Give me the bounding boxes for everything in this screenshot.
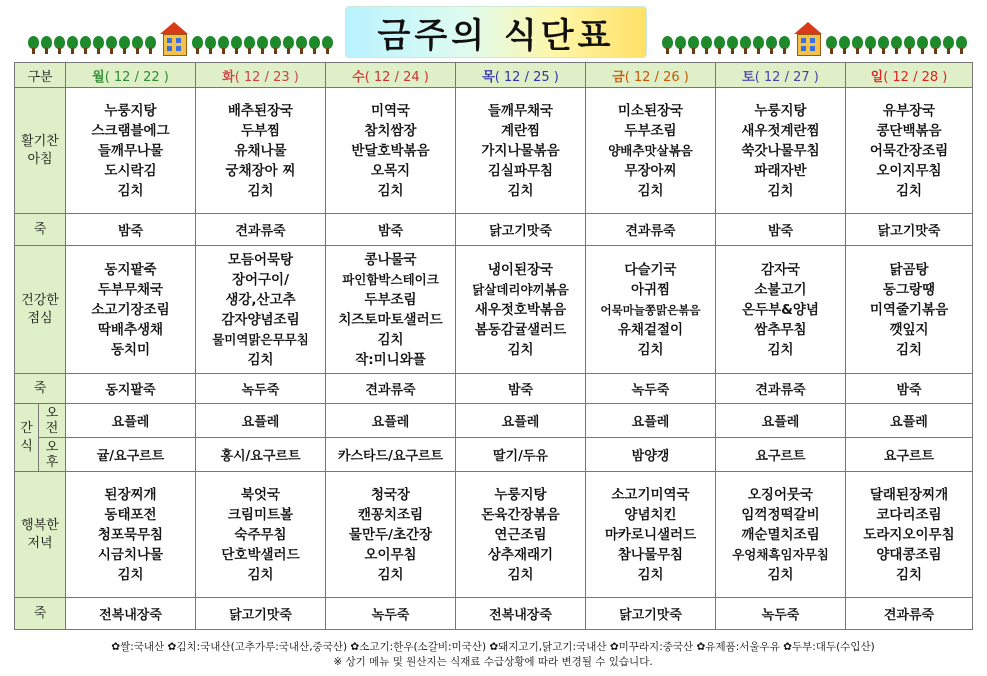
dinner-cell-tue: 북엇국 크림미트볼 숙주무침 단호박샐러드 김치: [196, 472, 326, 598]
dinner-cell-fri: 소고기미역국 양념치킨 마카로니샐러드 참나물무침 김치: [586, 472, 716, 598]
breakfast-label: 활기찬 아침: [15, 88, 66, 214]
lunch-cell-fri: 다슬기국 아귀찜 어묵마늘쫑맑은볶음 유채겉절이 김치: [586, 246, 716, 374]
lunch-porridge-sun: 밤죽: [846, 374, 973, 404]
snack-pm-fri: 밤양갱: [586, 438, 716, 472]
snack-am-tue: 요플레: [196, 404, 326, 438]
breakfast-cell-mon: 누룽지탕 스크램블에그 들깨무나물 도시락김 김치: [66, 88, 196, 214]
lunch-porridge-tue: 녹두죽: [196, 374, 326, 404]
dinner-cell-sun: 달래된장찌개 코다리조림 도라지오이무침 양대콩조림 김치: [846, 472, 973, 598]
tree-decoration-right: [662, 36, 790, 56]
dinner-cell-wed: 청국장 캔꽁치조림 물만두/초간장 오이무침 김치: [326, 472, 456, 598]
dinner-cell-mon: 된장찌개 동태포전 청포묵무침 시금치나물 김치: [66, 472, 196, 598]
day-header-sun: 일( 12 / 28 ): [846, 63, 973, 88]
breakfast-porridge-row: [15, 214, 973, 246]
breakfast-cell-tue: 배추된장국 두부찜 유채나물 궁채장아 찌 김치: [196, 88, 326, 214]
lunch-cell-wed: 콩나물국 파인함박스테이크 두부조림 치즈토마토샐러드 김치 작:미니와플: [326, 246, 456, 374]
breakfast-porridge-fri: 견과류죽: [586, 214, 716, 246]
breakfast-cell-wed: 미역국 참치쌈장 반달호박볶음 오목지 김치: [326, 88, 456, 214]
snack-pm-sun: 요구르트: [846, 438, 973, 472]
snack-pm-label: 오 후: [39, 438, 66, 472]
snack-am-sat: 요플레: [716, 404, 846, 438]
house-icon-right: [794, 22, 822, 56]
lunch-porridge-wed: 견과류죽: [326, 374, 456, 404]
snack-am-thu: 요플레: [456, 404, 586, 438]
change-notice: ※ 상기 메뉴 및 원산지는 식재료 수급상황에 따라 변경될 수 있습니다.: [333, 656, 653, 668]
breakfast-cell-thu: 들깨무채국 계란찜 가지나물볶음 김실파무침 김치: [456, 88, 586, 214]
breakfast-porridge-tue: 견과류죽: [196, 214, 326, 246]
day-header-mon: 월( 12 / 22 ): [66, 63, 196, 88]
lunch-cell-sun: 닭곰탕 동그랑땡 미역줄기볶음 깻잎지 김치: [846, 246, 973, 374]
lunch-row: [15, 246, 973, 374]
lunch-porridge-sat: 견과류죽: [716, 374, 846, 404]
breakfast-porridge-thu: 닭고기맛죽: [456, 214, 586, 246]
tree-decoration-right-2: [826, 36, 967, 56]
snack-am-sun: 요플레: [846, 404, 973, 438]
day-header-tue: 화( 12 / 23 ): [196, 63, 326, 88]
lunch-cell-sat: 감자국 소불고기 온두부&양념 쌈추무침 김치: [716, 246, 846, 374]
dinner-row: [15, 472, 973, 598]
snack-pm-sat: 요구르트: [716, 438, 846, 472]
menu-table: [14, 62, 973, 630]
header-row: [15, 63, 973, 88]
dinner-label: 행복한 저녁: [15, 472, 66, 598]
snack-pm-tue: 홍시/요구르트: [196, 438, 326, 472]
dinner-porridge-thu: 전복내장죽: [456, 598, 586, 630]
lunch-cell-tue: 모듬어묵탕 장어구이/ 생강,산고추 감자양념조림 물미역맑은무무침 김치: [196, 246, 326, 374]
breakfast-cell-fri: 미소된장국 두부조림 양배추맛살볶음 무장아찌 김치: [586, 88, 716, 214]
snack-pm-mon: 귤/요구르트: [66, 438, 196, 472]
porridge-label-2: 죽: [15, 374, 66, 404]
day-header-fri: 금( 12 / 26 ): [586, 63, 716, 88]
dinner-porridge-mon: 전복내장죽: [66, 598, 196, 630]
breakfast-cell-sun: 유부장국 콩단백볶음 어묵간장조림 오이지무침 김치: [846, 88, 973, 214]
day-header-wed: 수( 12 / 24 ): [326, 63, 456, 88]
dinner-porridge-wed: 녹두죽: [326, 598, 456, 630]
porridge-label-3: 죽: [15, 598, 66, 630]
dinner-porridge-row: [15, 598, 973, 630]
lunch-cell-mon: 동지팥죽 두부무채국 소고기장조림 딱배추생채 동치미: [66, 246, 196, 374]
tree-decoration-left-2: [192, 36, 333, 56]
lunch-porridge-thu: 밤죽: [456, 374, 586, 404]
breakfast-porridge-mon: 밤죽: [66, 214, 196, 246]
snack-am-fri: 요플레: [586, 404, 716, 438]
house-icon: [160, 22, 188, 56]
breakfast-porridge-sat: 밤죽: [716, 214, 846, 246]
dinner-porridge-fri: 닭고기맛죽: [586, 598, 716, 630]
breakfast-porridge-sun: 닭고기맛죽: [846, 214, 973, 246]
snack-pm-row: [15, 438, 973, 472]
page-header: [0, 0, 987, 62]
day-header-thu: 목( 12 / 25 ): [456, 63, 586, 88]
tree-decoration-left: [28, 36, 156, 56]
dinner-cell-sat: 오징어뭇국 임꺽정떡갈비 깨순멸치조림 우엉채흑임자무침 김치: [716, 472, 846, 598]
lunch-porridge-row: [15, 374, 973, 404]
snack-am-wed: 요플레: [326, 404, 456, 438]
category-header: 구분: [15, 63, 66, 88]
snack-pm-wed: 카스타드/요구르트: [326, 438, 456, 472]
lunch-cell-thu: 냉이된장국 닭살데리야끼볶음 새우젓호박볶음 봄동감귤샐러드 김치: [456, 246, 586, 374]
dinner-porridge-tue: 닭고기맛죽: [196, 598, 326, 630]
page-title: 금주의 식단표: [377, 15, 615, 56]
origin-info: ✿쌀:국내산 ✿김치:국내산(고추가루:국내산,중국산) ✿소고기:한우(소갈비:미국산) ✿돼지고기,닭고기:국내산 ✿미꾸라지:중국산 ✿유제품:서울우유 ✿두부:대두(수입산): [111, 641, 875, 653]
breakfast-porridge-wed: 밤죽: [326, 214, 456, 246]
day-header-sat: 토( 12 / 27 ): [716, 63, 846, 88]
dinner-porridge-sat: 녹두죽: [716, 598, 846, 630]
dinner-porridge-sun: 견과류죽: [846, 598, 973, 630]
snack-label: 간 식: [15, 404, 39, 472]
lunch-porridge-fri: 녹두죽: [586, 374, 716, 404]
breakfast-row: [15, 88, 973, 214]
porridge-label: 죽: [15, 214, 66, 246]
breakfast-cell-sat: 누룽지탕 새우젓계란찜 쑥갓나물무침 파래자반 김치: [716, 88, 846, 214]
lunch-porridge-mon: 동지팥죽: [66, 374, 196, 404]
snack-pm-thu: 딸기/두유: [456, 438, 586, 472]
page-title-box: [345, 6, 647, 58]
snack-am-mon: 요플레: [66, 404, 196, 438]
footer: [14, 640, 972, 670]
snack-am-label: 오 전: [39, 404, 66, 438]
dinner-cell-thu: 누룽지탕 돈육간장볶음 연근조림 상추재래기 김치: [456, 472, 586, 598]
snack-am-row: [15, 404, 973, 438]
lunch-label: 건강한 점심: [15, 246, 66, 374]
